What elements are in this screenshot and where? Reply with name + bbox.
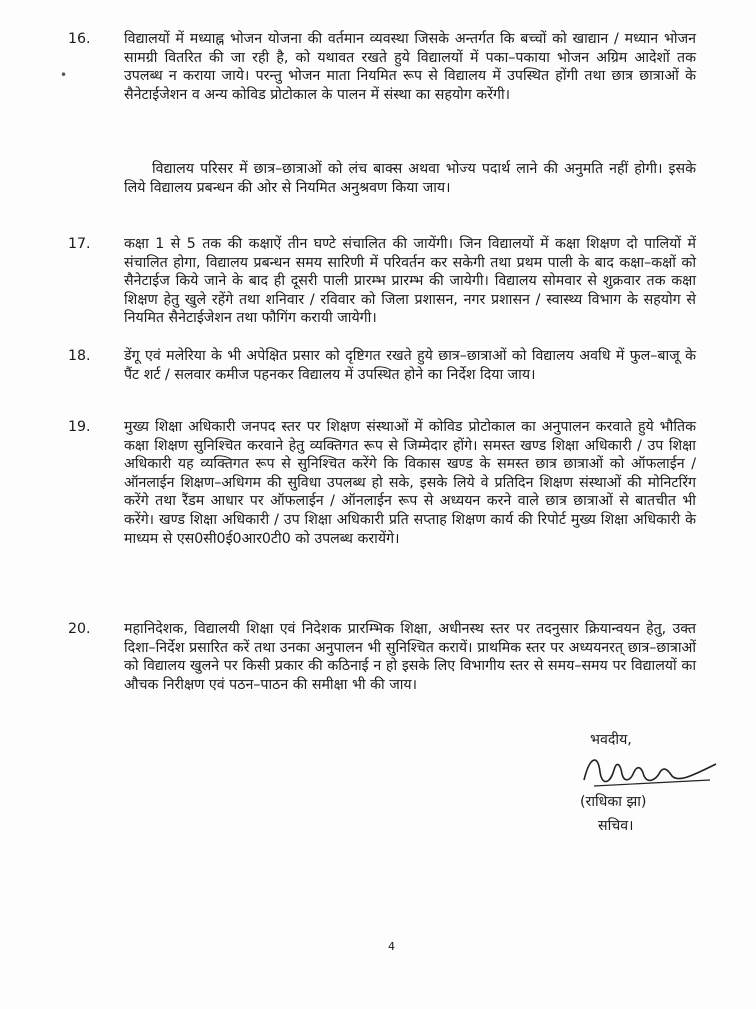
item-17 xyxy=(68,235,696,328)
item-text: कक्षा 1 से 5 तक की कक्षाऐं तीन घण्टे संचालित की जायेंगी। जिन विद्यालयों में कक्षा शिक्षण दो पालियों में संचालित होगा, विद्यालय प्रबन्धन समय सारिणी में परिवर्तन कर सकेगी तथा प्रथम पाली के बाद कक्षा–कक्षों को सैनेटाईज किये जाने के बाद ही दूसरी पाली प्रारम्भ प्रारम्भ की जायेगी। विद्यालय सोमवार से शुक्रवार तक कक्षा शिक्षण हेतु खुले रहेंगे तथा शनिवार / रविवार को जिला प्रशासन, नगर प्रशासन / स्वास्थ्य विभाग के सहयोग से नियमित सैनेटाईजेशन तथा फौगिंग करायी जायेगी। xyxy=(124,236,696,327)
item-text: महानिदेशक, विद्यालयी शिक्षा एवं निदेशक प्रारम्भिक शिक्षा, अधीनस्थ स्तर पर तदनुसार क्रियान्वयन हेतु, उक्त दिशा–निर्देश प्रसारित करें तथा उनका अनुपालन भी सुनिश्चित करायें। प्राथमिक स्तर पर अध्ययनरत् छात्र–छात्राओं को विद्यालय खुलने पर किसी प्रकार की कठिनाई न हो इसके लिए विभागीय स्तर से समय–समय पर विद्यालयों का औचक निरीक्षण एवं पठन–पाठन की समीक्षा भी की जाय। xyxy=(124,621,696,693)
item-text: मुख्य शिक्षा अधिकारी जनपद स्तर पर शिक्षण संस्थाओं में कोविड प्रोटोकाल का अनुपालन करवाते हुये भौतिक कक्षा शिक्षण सुनिश्चित करवाने हेतु व्यक्तिगत रूप से जिम्मेदार होंगे। समस्त खण्ड शिक्षा अधिकारी / उप शिक्षा अधिकारी यह व्यक्तिगत रूप से सुनिश्चित करेंगे कि विकास खण्ड के समस्त छात्र छात्राओं को ऑफलाईन / ऑनलाईन शिक्षण–अधिगम की सुविधा उपलब्ध हो सके, इसके लिये वे प्रतिदिन शिक्षण संस्थाओं की मोनिटरिंग करेंगे तथा रैंडम आधार पर ऑफलाईन / ऑनलाईन रूप से अध्ययन करने वाले छात्र छात्राओं से बातचीत भी करेंगे। खण्ड शिक्षा अधिकारी / उप शिक्षा अधिकारी प्रति सप्ताह शिक्षण कार्य की रिपोर्ट मुख्य शिक्षा अधिकारी के माध्यम से एस0सी0ई0आर0टी0 को उपलब्ध करायेंगे। xyxy=(124,419,696,547)
signature-salutation: भवदीय, xyxy=(590,732,632,748)
item-number: 19. xyxy=(68,419,91,435)
item-16 xyxy=(68,30,696,104)
margin-mark: • xyxy=(60,68,68,82)
signature-block xyxy=(560,718,720,838)
item-number: 16. xyxy=(68,31,91,47)
item-16-continuation: विद्यालय परिसर में छात्र–छात्राओं को लंच बाक्स अथवा भोज्य पदार्थ लाने की अनुमति नहीं होगी। इसके लिये विद्यालय प्रबन्धन की ओर से नियमित अनुश्रवण किया जाय। xyxy=(124,161,696,196)
signatory-title: सचिव। xyxy=(598,818,634,834)
signatory-name: (राधिका झा) xyxy=(580,794,647,810)
item-number: 17. xyxy=(68,236,91,252)
item-number: 18. xyxy=(68,348,91,364)
item-text: विद्यालयों में मध्याह्न भोजन योजना की वर्तमान व्यवस्था जिसके अन्तर्गत कि बच्चों को खाद्यान / मध्यान भोजन सामग्री वितरित की जा रही है, को यथावत रखते हुये विद्यालयों में पका–पकाया भोजन अग्रिम आदेशों तक उपलब्ध न कराया जाये। परन्तु भोजन माता नियमित रूप से विद्यालय में उपस्थित होंगी तथा छात्र छात्राओं के सैनेटाईजेशन व अन्य कोविड प्रोटोकाल के पालन में संस्था का सहयोग करेंगी। xyxy=(124,31,696,103)
item-18 xyxy=(68,347,696,384)
handwritten-signature-icon xyxy=(580,750,720,794)
item-number: 20. xyxy=(68,621,91,637)
item-20 xyxy=(68,620,696,694)
item-19 xyxy=(68,418,696,548)
page-number: 4 xyxy=(388,940,395,953)
item-text: डेंगू एवं मलेरिया के भी अपेक्षित प्रसार को दृष्टिगत रखते हुये छात्र–छात्राओं को विद्यालय अवधि में फुल–बाजू के पैंट शर्ट / सलवार कमीज पहनकर विद्यालय में उपस्थित होने का निर्देश दिया जाय। xyxy=(124,348,696,383)
